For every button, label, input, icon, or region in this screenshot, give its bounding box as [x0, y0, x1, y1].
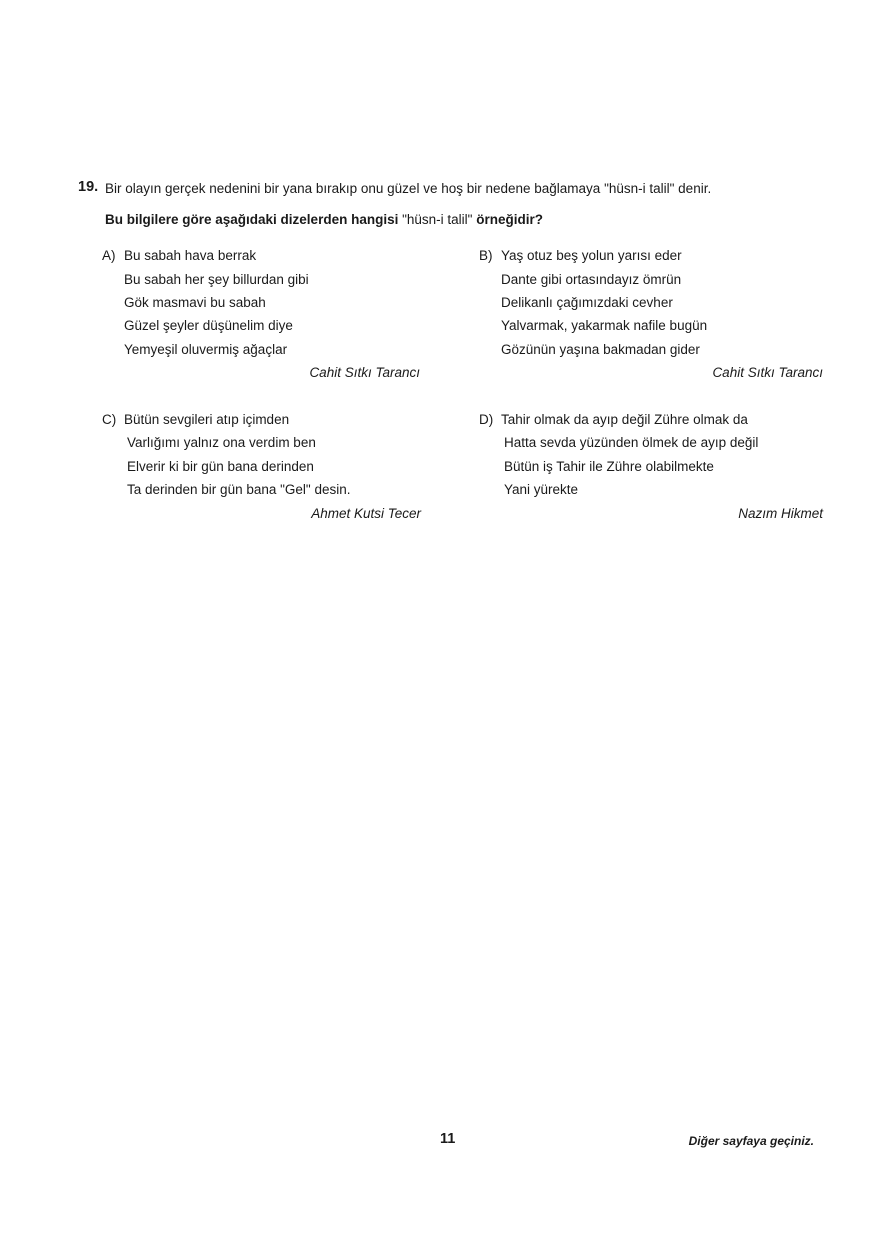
option-c-letter: C): [102, 412, 117, 427]
option-b-line-4: Yalvarmak, yakarmak nafile bugün: [501, 318, 708, 333]
option-a-line-5: Yemyeşil oluvermiş ağaçlar: [124, 342, 288, 357]
question-text: Bir olayın gerçek nedenini bir yana bırakıp onu güzel ve hoş bir nedene bağlamaya "hüsn-i talil" denir.: [105, 181, 712, 196]
option-a-line-1: Bu sabah hava berrak: [124, 248, 257, 263]
option-a-line-4: Güzel şeyler düşünelim diye: [124, 318, 293, 333]
page-number: 11: [440, 1131, 456, 1147]
next-page-note: Diğer sayfaya geçiniz.: [688, 1134, 814, 1148]
option-b-line-3: Delikanlı çağımızdaki cevher: [501, 295, 673, 310]
option-d-line-3: Bütün iş Tahir ile Zühre olabilmekte: [504, 459, 714, 474]
option-a-author: Cahit Sıtkı Tarancı: [309, 365, 420, 380]
option-c-line-3: Elverir ki bir gün bana derinden: [127, 459, 314, 474]
option-b-line-1: Yaş otuz beş yolun yarısı eder: [501, 248, 682, 263]
option-c-line-2: Varlığımı yalnız ona verdim ben: [127, 435, 316, 450]
option-c-line-1: Bütün sevgileri atıp içimden: [124, 412, 290, 427]
question-prompt: [105, 212, 543, 227]
option-c-line-4: Ta derinden bir gün bana "Gel" desin.: [127, 482, 351, 497]
option-d-line-2: Hatta sevda yüzünden ölmek de ayıp değil: [504, 435, 759, 450]
prompt-term: "hüsn-i talil": [398, 212, 477, 227]
option-a-line-2: Bu sabah her şey billurdan gibi: [124, 272, 309, 287]
option-b-line-2: Dante gibi ortasındayız ömrün: [501, 272, 682, 287]
option-b-author: Cahit Sıtkı Tarancı: [712, 365, 823, 380]
option-b-letter: B): [479, 248, 493, 263]
option-a-letter: A): [102, 248, 116, 263]
question-number: 19.: [78, 179, 99, 195]
option-b-line-5: Gözünün yaşına bakmadan gider: [501, 342, 700, 357]
option-c-author: Ahmet Kutsi Tecer: [311, 506, 421, 521]
option-d-letter: D): [479, 412, 494, 427]
prompt-bold-part-2: örneğidir?: [476, 212, 543, 227]
prompt-bold-part-1: Bu bilgilere göre aşağıdaki dizelerden hangisi: [105, 212, 399, 227]
option-d-author: Nazım Hikmet: [738, 506, 823, 521]
option-a-line-3: Gök masmavi bu sabah: [124, 295, 266, 310]
option-d-line-4: Yani yürekte: [504, 482, 579, 497]
option-d-line-1: Tahir olmak da ayıp değil Zühre olmak da: [501, 412, 748, 427]
